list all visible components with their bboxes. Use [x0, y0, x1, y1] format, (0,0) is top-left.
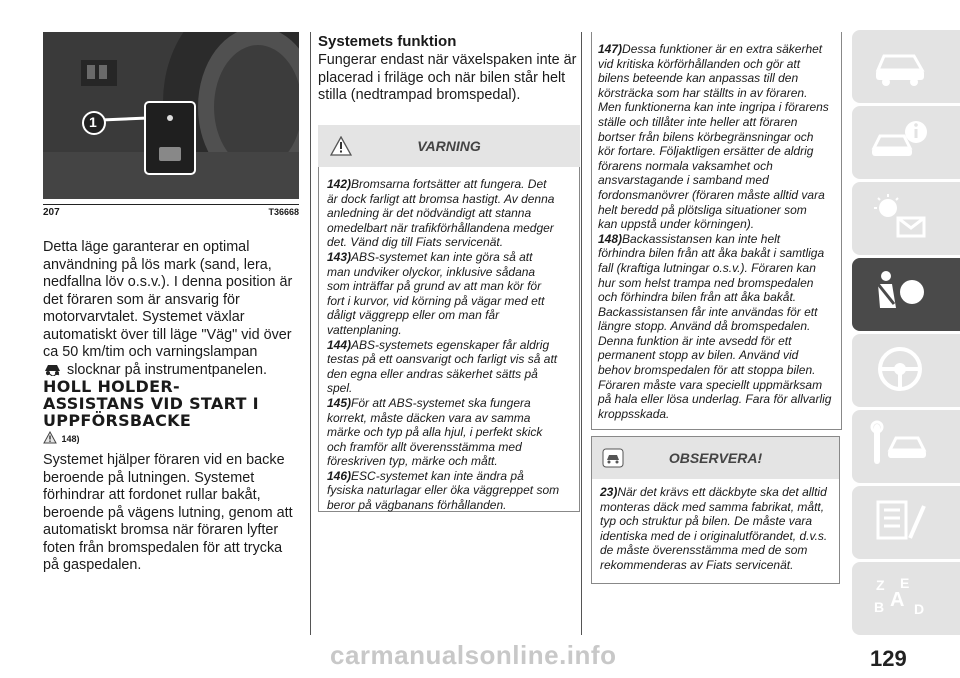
- figure-code: T36668: [268, 207, 299, 217]
- car-info-icon: [870, 116, 930, 166]
- note-line: omedelbart när trafikförhållandena medger: [327, 220, 554, 235]
- note-line: ABS-systemet kan inte göra så att: [351, 249, 533, 264]
- svg-text:Z: Z: [876, 577, 885, 593]
- note-line: fordonsmanövrer (föraren måste alltid vara: [598, 187, 825, 202]
- note-line: testas på ett oansvarigt och farligt vis så att: [327, 352, 558, 367]
- note-line: man undviker olyckor, inklusive sådana: [327, 264, 536, 279]
- numbered-note: [327, 469, 571, 513]
- note-line: och förhindra bilen från att åka bakåt.: [598, 290, 797, 305]
- text-line: automatiskt bromsa när föraren lyfter: [43, 522, 279, 538]
- system-function-paragraph: [318, 52, 580, 105]
- note-line: ABS-systemets egenskaper får aldrig: [351, 337, 550, 352]
- note-line: förhindra bilen från att åka bakåt i samtliga: [598, 246, 825, 261]
- note-line: Föraren måste vara speciellt uppmärksam: [598, 377, 823, 392]
- note-line: monteras däck med samma fabrikat, mått,: [600, 499, 825, 514]
- note-line: typ och struktur på bilen. De måste vara: [600, 514, 813, 529]
- note-number: 146): [327, 468, 352, 483]
- text-line: Systemet hjälper föraren vid en backe: [43, 452, 285, 468]
- traction-warning-lamp-icon: [43, 362, 63, 376]
- note-line: körsträcka som har ställts in av föraren.: [598, 85, 808, 100]
- tab-info[interactable]: [852, 106, 960, 179]
- note-line: fall (kraftiga lutningar o.s.v.). Föraren kan: [598, 260, 816, 275]
- tab-emergency[interactable]: [852, 410, 960, 483]
- intro-paragraph: [43, 239, 305, 379]
- note-panel-header: [591, 436, 840, 479]
- note-line: permanent stopp av bilen. Använd vid: [598, 348, 799, 363]
- note-line: fort i kurvor, vid körning på vägar med ett: [327, 293, 545, 308]
- note-line: dåligt väggrepp eller om man får: [327, 308, 500, 323]
- note-line: identiska med de i originalutförandet, d.v.s.: [600, 528, 828, 543]
- note-line: kör fortare. Följaktligen ersätter de aldrig: [598, 144, 814, 159]
- note-line: och framför allt överensstämma med: [327, 439, 522, 454]
- text-line: det föraren som är ansvarig för: [43, 291, 240, 308]
- note-number: 148): [598, 231, 623, 246]
- numbered-note: [327, 177, 571, 250]
- figure-number: 207: [43, 207, 60, 218]
- tab-dashboard[interactable]: [852, 30, 960, 103]
- svg-text:B: B: [874, 599, 885, 615]
- note-line: ESC-systemet kan inte ändra på: [351, 468, 524, 483]
- note-number: 23): [600, 485, 618, 499]
- tab-safety[interactable]: [852, 258, 960, 331]
- note-line: längre stopp. Använd då bromspedalen.: [598, 319, 811, 334]
- car-service-icon: [870, 420, 930, 470]
- note-line: ställe och tillåter inte heller att föraren: [598, 114, 798, 129]
- note-line: Denna funktion är inte avsedd för ett: [598, 333, 792, 348]
- tab-technical-data[interactable]: [852, 562, 960, 635]
- note-line: bilens beteende kan anpassas till den: [598, 71, 799, 86]
- figure-callout-number: 1: [89, 114, 97, 130]
- text-line: användning på lös mark (sand, lera,: [43, 256, 272, 273]
- heading-line: HOLL HOLDER-: [43, 377, 180, 396]
- note-number: 142): [327, 177, 352, 191]
- section-heading-hill-holder: [43, 378, 305, 429]
- note-line: Backassistansen får inte användas för ett: [598, 304, 818, 319]
- text-line: motorvarvtalet. Systemet växlar: [43, 309, 245, 325]
- warning-ref-number: 148): [61, 434, 80, 444]
- note-line: korrekt, måste däcken vara av samma: [327, 410, 531, 425]
- note-line: beror på vägbanans förhållanden.: [327, 498, 507, 513]
- warning-lights-icon: [870, 192, 930, 242]
- text-line: på gaspedalen.: [43, 557, 142, 573]
- warning-triangle-icon: [43, 431, 57, 444]
- text-line: foten från bromspedalen för att trycka: [43, 539, 283, 556]
- text-line: förhindrar att fordonet rullar bakåt,: [43, 487, 261, 503]
- text-line: Fungerar endast när växelspaken inte är: [318, 52, 577, 68]
- warning-panel-title: VARNING: [417, 138, 481, 154]
- warning-panel-body: [318, 167, 580, 512]
- note-line: hur som helst trampa ned bromspedalen: [598, 275, 814, 290]
- site-watermark: carmanualsonline.info: [330, 640, 617, 670]
- note-line: kan uppstå under körningen).: [598, 217, 755, 232]
- text-line: beroende på lutningen. Systemet: [43, 469, 255, 486]
- note-line: kroppsskada.: [598, 406, 670, 421]
- heading-line: UPPFÖRSBACKE: [43, 411, 192, 430]
- note-line: vid kritiska körförhållanden och gör att: [598, 56, 801, 71]
- text-line: beroende på vägens lutning, genom att: [43, 504, 293, 521]
- note-line: bortser från bilens körbegränsningar och: [598, 129, 814, 144]
- note-number: 145): [327, 395, 352, 410]
- note-line: de måste överensstämma med de som: [600, 543, 808, 558]
- text-line: slocknar på instrumentpanelen.: [67, 361, 267, 378]
- note-number: 147): [598, 42, 623, 56]
- steering-wheel-icon: [870, 344, 930, 394]
- svg-text:E: E: [900, 575, 910, 591]
- page-number: 129: [870, 646, 907, 671]
- note-line: förarens normala vaksamhet och: [598, 158, 773, 173]
- note-line: som inträffar på grund av att man kör för: [327, 279, 542, 294]
- warning-reference: [43, 431, 83, 447]
- warning-panel-header: [318, 125, 580, 167]
- svg-text:A: A: [890, 589, 905, 611]
- note-line: För att ABS-systemet ska fungera: [351, 395, 531, 410]
- hill-holder-paragraph: [43, 452, 305, 575]
- numbered-note: [327, 396, 571, 469]
- note-line: föreskriven typ, märke och mått.: [327, 454, 498, 469]
- note-line: ansvarstagande i samband med: [598, 173, 769, 188]
- section-heading-system-function: Systemets funktion: [318, 33, 457, 50]
- car-dashboard-icon: [870, 40, 930, 90]
- note-line: behov bromspedalen för att stoppa bilen.: [598, 363, 816, 378]
- numbered-note: [598, 232, 835, 422]
- numbered-note: [598, 42, 835, 232]
- warning-panel-continued: [591, 32, 842, 430]
- text-line: nedfallna löv o.s.v.). I denna position är: [43, 274, 293, 290]
- note-line: den egna eller andras säkerhet sätts på: [327, 366, 538, 381]
- note-line: spel.: [327, 381, 353, 396]
- text-line: stilla (nedtrampad bromspedal).: [318, 87, 521, 103]
- note-panel-title: OBSERVERA!: [668, 450, 763, 466]
- note-number: 144): [327, 337, 352, 352]
- note-line: det. Vänd dig till Fiats servicenät.: [327, 235, 504, 250]
- note-panel: [591, 436, 840, 588]
- column-divider: [581, 32, 582, 635]
- dashboard-photo-illustration: [43, 32, 299, 199]
- tab-maintenance[interactable]: [852, 486, 960, 559]
- chapter-tabs: [852, 30, 960, 660]
- note-line: helt beredd på plötsliga situationer som: [598, 202, 807, 217]
- note-number: 143): [327, 249, 352, 264]
- note-line: är dock farligt att bromsa hastigt. Av denna: [327, 191, 555, 206]
- note-line: på hala eller lösa underlag. Fara för allvarlig: [598, 392, 832, 407]
- note-line: När det krävs ett däckbyte ska det alltid: [617, 485, 827, 499]
- text-line: Detta läge garanterar en optimal: [43, 239, 250, 255]
- numbered-note: [600, 485, 831, 573]
- note-line: rekommenderas av Fiats servicenät.: [600, 557, 794, 572]
- warning-panel-continued-body: [592, 32, 841, 427]
- note-line: fysiska naturlagar eller öka väggreppet som: [327, 483, 560, 498]
- note-panel-body: [591, 479, 840, 584]
- note-line: märke och typ på alla hjul, i perfekt skick: [327, 425, 543, 440]
- text-line: placerad i friläge och när bilen står helt: [318, 69, 566, 86]
- numbered-note: [327, 250, 571, 338]
- note-line: anledning är det nödvändigt att stanna: [327, 206, 532, 221]
- svg-text:D: D: [914, 601, 925, 617]
- tab-warning-lights[interactable]: [852, 182, 960, 255]
- figure-caption: [43, 204, 299, 219]
- text-line: ca 50 km/tim och varningslampan: [43, 344, 258, 360]
- dashboard-button-photo: [43, 32, 299, 199]
- note-line: vattenplaning.: [327, 322, 402, 337]
- numbered-note: [327, 338, 571, 396]
- note-line: Men funktionerna kan inte ingripa i förarens: [598, 100, 829, 115]
- tools-icon: [870, 496, 930, 546]
- tab-driving[interactable]: [852, 334, 960, 407]
- note-line: Dessa funktioner är en extra säkerhet: [622, 42, 823, 56]
- note-line: Bromsarna fortsätter att fungera. Det: [351, 177, 547, 191]
- warning-panel: [318, 125, 580, 517]
- column-divider: [310, 32, 311, 635]
- seatbelt-airbag-icon: [870, 268, 930, 318]
- specs-list-icon: [870, 572, 930, 622]
- heading-line: ASSISTANS VID START I: [43, 394, 259, 413]
- text-line: automatiskt över till läge "Väg" vid över: [43, 326, 292, 343]
- note-line: Backassistansen kan inte helt: [622, 231, 781, 246]
